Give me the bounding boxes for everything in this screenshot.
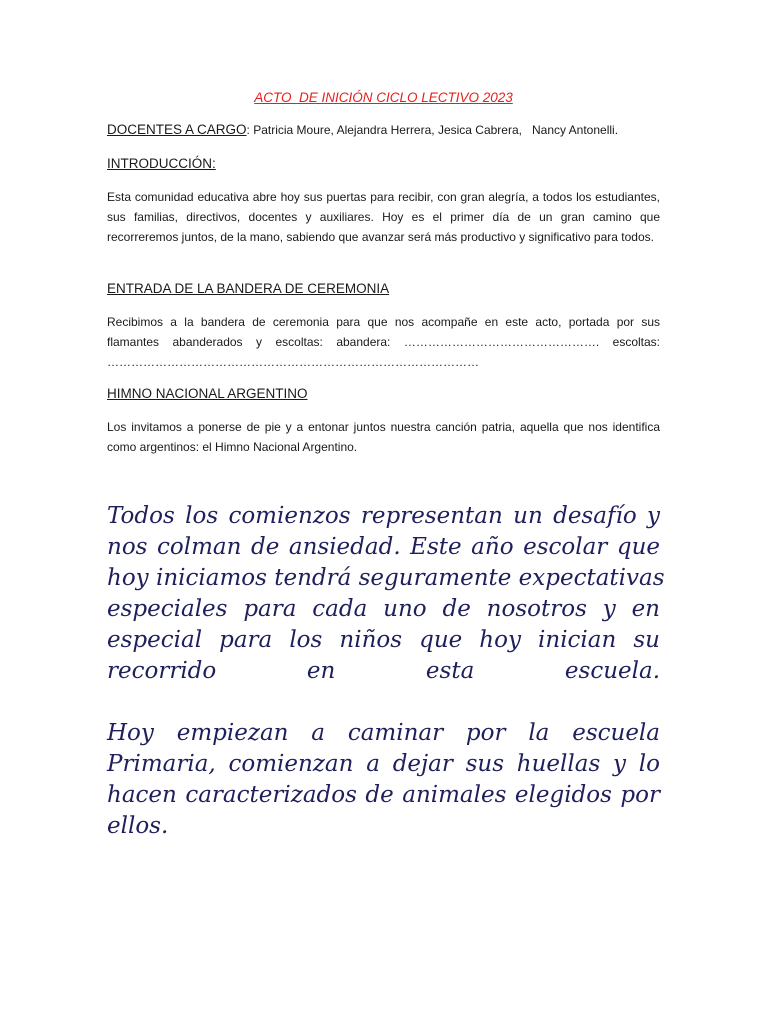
bandera-line-1: Recibimos a la bandera de ceremonia para que nos acompañe en este acto, portada por sus xyxy=(107,315,660,329)
quote-paragraph-1 xyxy=(107,501,665,687)
quote-1-line: especiales para cada uno de nosotros y en xyxy=(107,596,660,622)
quote-1-line: especial para los niños que hoy inician su xyxy=(107,627,660,653)
bandera-line-2: flamantes abanderados y escoltas: abandera: …………………………………………. escoltas: xyxy=(107,335,660,349)
quote-2-line: Primaria, comienzan a dejar sus huellas y lo xyxy=(107,751,660,777)
introduccion-paragraph: Esta comunidad educativa abre hoy sus puertas para recibir, con gran alegría, a todos los estudiantes, sus familias, directivos, docentes y auxiliares. Hoy es el primer día de un gran camino que recorreremos juntos, de la mano, sabiendo que avanzar será más productivo y significativo para todos. xyxy=(107,190,660,244)
quote-paragraph-2 xyxy=(107,718,660,842)
quote-1-line: hoy iniciamos tendrá seguramente expectativas xyxy=(107,565,665,591)
bandera-line-3: ………………………………………………………………………………… xyxy=(107,355,479,369)
docentes-names: : Patricia Moure, Alejandra Herrera, Jesica Cabrera, Nancy Antonelli. xyxy=(246,123,619,137)
quote-1-line: Todos los comienzos representan un desafío y xyxy=(107,503,660,529)
quote-2-line: ellos. xyxy=(107,813,169,839)
document-title: ACTO DE INICIÓN CICLO LECTIVO 2023 xyxy=(254,90,513,105)
introduccion-heading: INTRODUCCIÓN: xyxy=(107,156,216,171)
document-page xyxy=(107,0,665,1024)
bandera-heading: ENTRADA DE LA BANDERA DE CEREMONIA xyxy=(107,281,390,296)
quote-2-line: Hoy empiezan a caminar por la escuela xyxy=(107,720,660,746)
quote-1-line: nos colman de ansiedad. Este año escolar que xyxy=(107,534,660,560)
himno-heading: HIMNO NACIONAL ARGENTINO xyxy=(107,386,308,401)
quote-2-line: hacen caracterizados de animales elegidos por xyxy=(107,782,660,808)
docentes-line xyxy=(107,122,660,137)
quote-1-line: recorrido en esta escuela. xyxy=(107,658,660,684)
docentes-heading: DOCENTES A CARGO xyxy=(107,122,247,137)
bandera-paragraph xyxy=(107,312,660,372)
himno-paragraph: Los invitamos a ponerse de pie y a entonar juntos nuestra canción patria, aquella que nos identifica como argentinos: el Himno Nacional Argentino. xyxy=(107,420,660,454)
